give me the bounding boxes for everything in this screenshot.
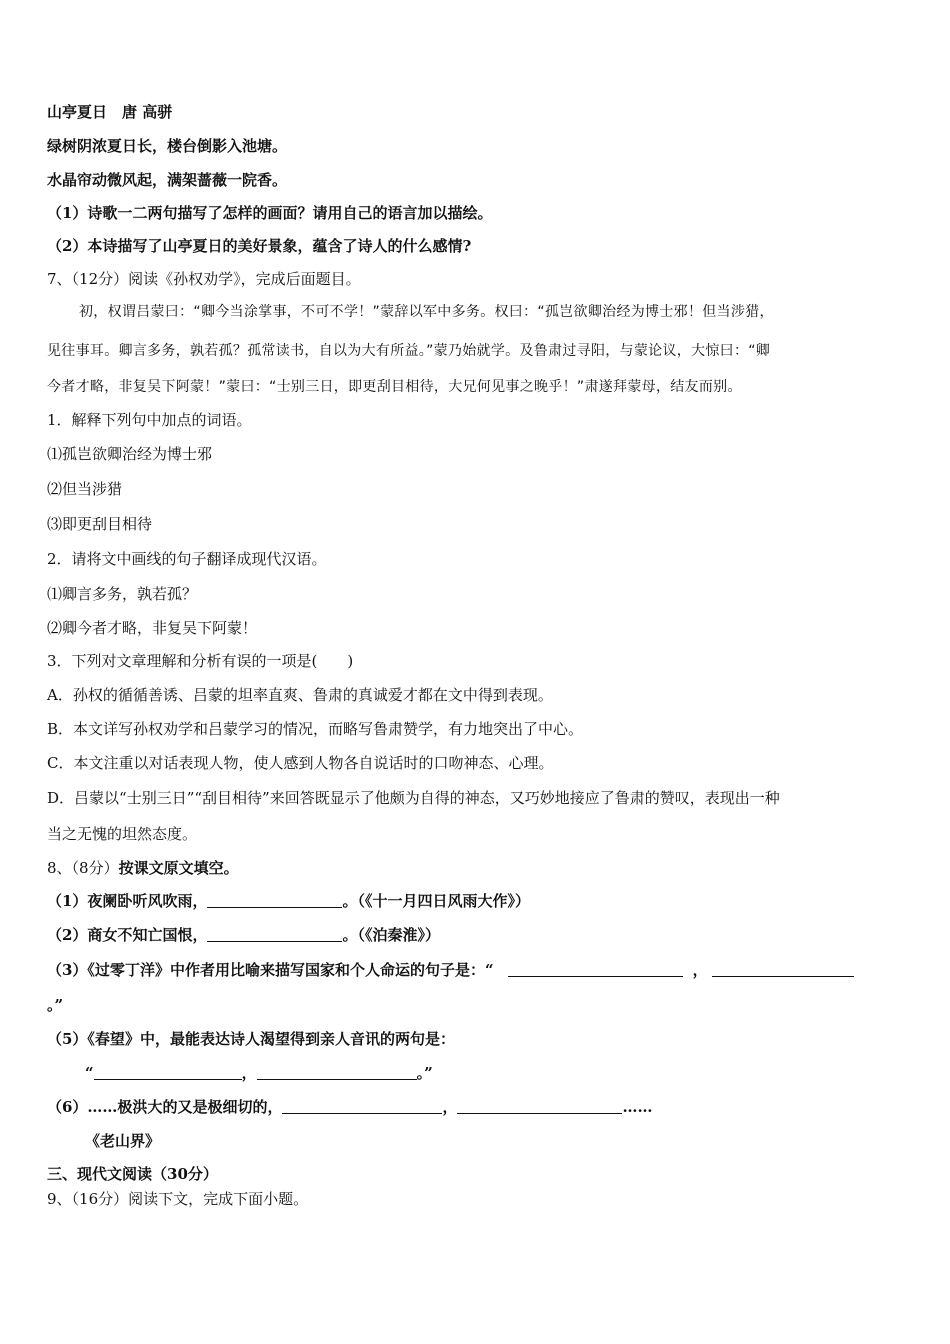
q8-item-3-close: 。” [47,996,64,1014]
answer-blank[interactable] [712,961,854,977]
q8-item-3-prompt: （3）《过零丁洋》中作者用比喻来描写国家和个人命运的句子是：“ [47,961,494,979]
ellipsis: …… [622,1098,653,1116]
q8-item-1-source: 。（《十一月四日风雨大作》） [342,892,530,910]
q7-passage-line-1 [47,302,907,322]
section-3-title: 三、现代文阅读（30分） [47,1165,218,1183]
answer-blank[interactable] [508,961,683,977]
q7-heading: 7、（12分）阅读《孙权劝学》，完成后面题目。 [47,270,361,288]
q7-subquestion-1: 1．解释下列句中加点的词语。 [47,411,252,429]
poem-line-2: 水晶帘动微风起，满架蔷薇一院香。 [47,171,288,189]
q7-subquestion-3: 3．下列对文章理解和分析有误的一项是( ) [47,652,354,670]
close-quote: 。” [416,1064,433,1082]
q8-item-6-source: 《老山界》 [85,1132,161,1150]
q8-heading [47,858,239,878]
q7-s2-item-2: ⑵卿今者才略，非复吴下阿蒙！ [47,619,258,637]
answer-blank[interactable] [457,1098,622,1114]
q8-item-5: （5）《春望》中，最能表达诗人渴望得到亲人音讯的两句是： [47,1030,455,1048]
q7-passage-line-2: 见往事耳。卿言多务，孰若孤？孤常读书，自以为大有所益。”蒙乃始就学。及鲁肃过寻阳，与蒙论议，大惊曰：“卿 [47,343,771,359]
q8-number: 8、（8分） [47,859,119,877]
answer-blank[interactable] [94,1064,242,1080]
comma: ， [692,961,708,979]
q7-passage-line-3: 今者才略，非复吴下阿蒙！”蒙曰：“士别三日，即更刮目相待，大兄何见事之晚乎！”肃遂拜蒙母，结友而别。 [47,379,742,395]
q7-s1-item-3: ⑶即更刮目相待 [47,515,153,533]
q8-item-1-prompt: （1）夜阑卧听风吹雨， [47,892,208,910]
answer-blank[interactable] [207,892,342,908]
q8-item-2-prompt: （2）商女不知亡国恨， [47,926,208,944]
answer-blank[interactable] [207,926,342,942]
poem-question-1: （1）诗歌一二两句描写了怎样的画面？请用自己的语言加以描绘。 [47,204,493,222]
q8-item-3 [47,960,854,980]
q8-item-5-answer [85,1063,433,1083]
open-quote: “ [85,1064,94,1082]
option-c: C．本文注重以对话表现人物，使人感到人物各自说话时的口吻神态、心理。 [47,754,554,772]
poem-title: 山亭夏日 唐 高骈 [47,103,173,121]
q9-heading: 9、（16分）阅读下文，完成下面小题。 [47,1190,309,1208]
q8-item-6 [47,1097,652,1117]
comma: ， [442,1098,458,1116]
q8-item-2-source: 。（《泊秦淮》） [342,926,440,944]
answer-blank[interactable] [257,1064,417,1080]
q8-item-1 [47,891,530,911]
answer-blank[interactable] [282,1098,442,1114]
q7-s1-item-2: ⑵但当涉猎 [47,480,123,498]
q7-passage-text-1: 初，权谓吕蒙曰：“卿今当涂掌事，不可不学！”蒙辞以军中多务。权曰：“孤岂欲卿治经为博士邪！但当涉猎， [79,304,774,320]
poem-question-2: （2）本诗描写了山亭夏日的美好景象，蕴含了诗人的什么感情? [47,237,472,255]
q8-item-6-prompt: （6）……极洪大的又是极细切的， [47,1098,283,1116]
q7-s2-item-1: ⑴卿言多务，孰若孤？ [47,585,198,603]
poem-line-1: 绿树阴浓夏日长，楼台倒影入池塘。 [47,137,288,155]
q8-item-2 [47,925,440,945]
q8-instruction: 按课文原文填空。 [118,859,239,877]
option-d-line-2: 当之无愧的坦然态度。 [47,825,198,843]
q7-subquestion-2: 2．请将文中画线的句子翻译成现代汉语。 [47,550,327,568]
comma: ， [241,1064,257,1082]
q7-s1-item-1: ⑴孤岂欲卿治经为博士邪 [47,445,213,463]
option-d-line-1: D．吕蒙以“士别三日”“刮目相待”来回答既显示了他颇为自得的神态，又巧妙地接应了鲁肃的赞叹，表现出一种 [47,789,780,807]
option-a: A．孙权的循循善诱、吕蒙的坦率直爽、鲁肃的真诚爱才都在文中得到表现。 [47,686,553,704]
option-b: B．本文详写孙权劝学和吕蒙学习的情况，而略写鲁肃赞学，有力地突出了中心。 [47,720,584,738]
